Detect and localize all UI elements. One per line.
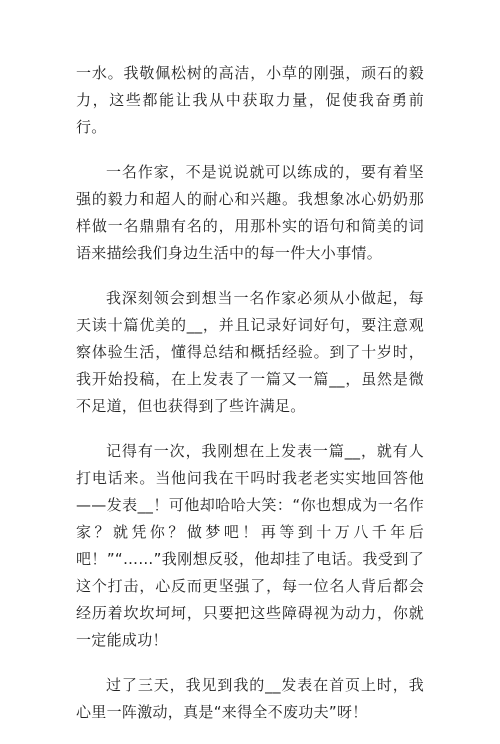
- paragraph-4: 记得有一次，我刚想在上发表一篇__，就有人打电话来。当他问我在干吗时我老老实实地回答他——发表__！可他却哈哈大笑：“你也想成为一名作家？就凭你？做梦吧！再等到十万八千年后吧！”“……”我刚想反驳，他却挂了电话。我受到了这个打击，心反而更坚强了，每一位名人背后都会经历着坎坎坷坷，只要把这些障碍视为动力，你就一定能成功！: [76, 442, 424, 649]
- paragraph-3: 我深刻领会到想当一名作家必须从小做起，每天读十篇优美的__，并且记录好词好句，要注意观察体验生活，懂得总结和概括经验。到了十岁时，我开始投稿，在上发表了一篇又一篇__，虽然是微不足道，但也获得到了些许满足。: [76, 289, 424, 415]
- paragraph-2: 一名作家，不是说说就可以练成的，要有着坚强的毅力和超人的耐心和兴趣。我想象冰心奶奶那样做一名鼎鼎有名的，用那朴实的语句和简美的词语来描绘我们身边生活中的每一件大小事情。: [76, 163, 424, 262]
- paragraph-1: 一水。我敬佩松树的高洁，小草的刚强，顽石的毅力，这些都能让我从中获取力量，促使我奋勇前行。: [76, 64, 424, 136]
- article-body: [76, 60, 424, 744]
- paragraph-5: 过了三天，我见到我的__发表在首页上时，我心里一阵激动，真是“来得全不废功夫”呀！: [76, 676, 424, 721]
